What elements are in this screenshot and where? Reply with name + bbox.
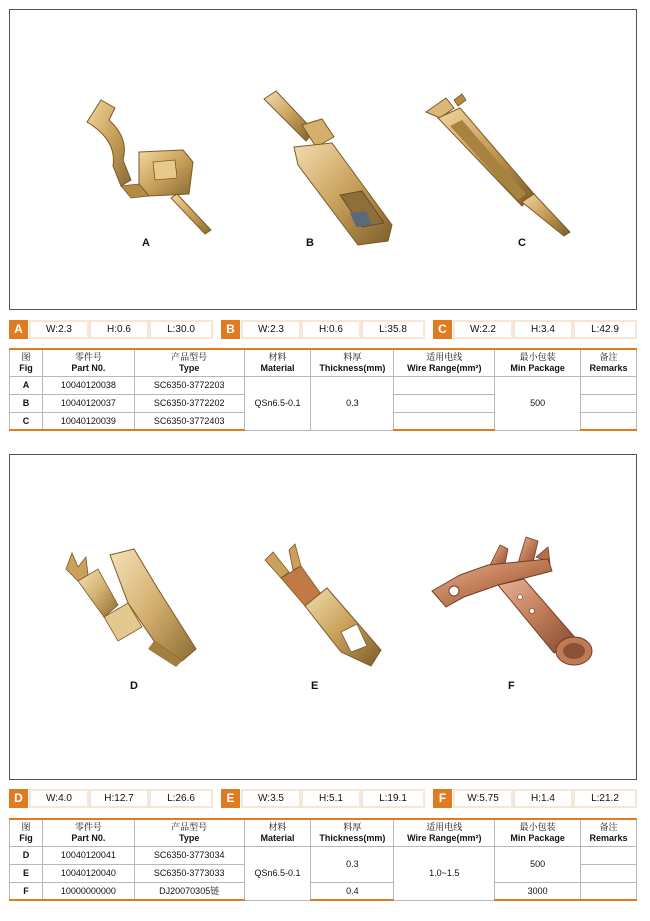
terminal-image-a bbox=[65, 90, 225, 250]
cell-fig: C bbox=[10, 412, 43, 430]
dimension-badge: F bbox=[433, 789, 452, 808]
cell-wire bbox=[394, 394, 495, 412]
spec-table-bottom bbox=[9, 818, 637, 901]
terminal-image-e bbox=[255, 540, 395, 675]
header-remarks: 备注 Remarks bbox=[581, 349, 637, 376]
header-wire-range: 适用电线 Wire Range(mm²) bbox=[394, 819, 495, 846]
cell-package: 500 bbox=[495, 846, 581, 882]
header-fig: 图 Fig bbox=[10, 819, 43, 846]
cell-thickness: 0.3 bbox=[311, 846, 394, 882]
cell-thickness: 0.4 bbox=[311, 882, 394, 900]
cell-type: SC6350-3772203 bbox=[134, 376, 244, 394]
dimension-badge: E bbox=[221, 789, 240, 808]
figure-label-e: E bbox=[311, 680, 319, 692]
cell-part: 10040120039 bbox=[42, 412, 134, 430]
figure-label-b: B bbox=[306, 237, 314, 249]
figure-label-d: D bbox=[130, 680, 138, 692]
dimension-row-bottom bbox=[9, 789, 637, 808]
cell-part: 10040120038 bbox=[42, 376, 134, 394]
terminal-image-d bbox=[58, 545, 208, 675]
dimension-box-a bbox=[9, 320, 213, 339]
height-value: H:0.6 bbox=[91, 322, 147, 337]
length-value: L:21.2 bbox=[575, 791, 635, 806]
cell-fig: B bbox=[10, 394, 43, 412]
header-fig: 图 Fig bbox=[10, 349, 43, 376]
length-value: L:42.9 bbox=[575, 322, 635, 337]
table-row bbox=[10, 882, 637, 900]
dimension-box-f bbox=[433, 789, 637, 808]
table-row bbox=[10, 376, 637, 394]
dimension-values bbox=[29, 789, 213, 808]
dimension-box-c bbox=[433, 320, 637, 339]
header-type: 产品型号 Type bbox=[134, 349, 244, 376]
cell-type: SC6350-3773034 bbox=[134, 846, 244, 864]
cell-fig: E bbox=[10, 864, 43, 882]
figure-label-c: C bbox=[518, 237, 526, 249]
header-thickness: 料厚 Thickness(mm) bbox=[311, 349, 394, 376]
dimension-values bbox=[241, 320, 425, 339]
cell-thickness: 0.3 bbox=[311, 376, 394, 430]
cell-fig: D bbox=[10, 846, 43, 864]
height-value: H:3.4 bbox=[515, 322, 571, 337]
cell-fig: A bbox=[10, 376, 43, 394]
photo-panel-bottom bbox=[9, 454, 637, 780]
cell-fig: F bbox=[10, 882, 43, 900]
cell-remarks bbox=[581, 376, 637, 394]
figure-label-f: F bbox=[508, 680, 515, 692]
cell-package: 3000 bbox=[495, 882, 581, 900]
cell-part: 10040120040 bbox=[42, 864, 134, 882]
width-value: W:4.0 bbox=[31, 791, 87, 806]
header-remarks: 备注 Remarks bbox=[581, 819, 637, 846]
header-part: 零件号 Part N0. bbox=[42, 349, 134, 376]
header-min-package: 最小包装 Min Package bbox=[495, 819, 581, 846]
dimension-values bbox=[29, 320, 213, 339]
cell-wire: 1.0~1.5 bbox=[394, 846, 495, 900]
dimension-box-b bbox=[221, 320, 425, 339]
cell-part: 10000000000 bbox=[42, 882, 134, 900]
header-wire-range: 适用电线 Wire Range(mm²) bbox=[394, 349, 495, 376]
cell-remarks bbox=[581, 412, 637, 430]
length-value: L:26.6 bbox=[151, 791, 211, 806]
cell-remarks bbox=[581, 394, 637, 412]
length-value: L:35.8 bbox=[363, 322, 423, 337]
width-value: W:2.2 bbox=[455, 322, 511, 337]
terminal-image-f bbox=[428, 535, 603, 675]
header-type: 产品型号 Type bbox=[134, 819, 244, 846]
spec-table-top bbox=[9, 348, 637, 431]
cell-part: 10040120037 bbox=[42, 394, 134, 412]
width-value: W:2.3 bbox=[243, 322, 299, 337]
table-header-row bbox=[10, 349, 637, 376]
dimension-badge: C bbox=[433, 320, 452, 339]
height-value: H:5.1 bbox=[303, 791, 359, 806]
cell-material: QSn6.5-0.1 bbox=[244, 376, 311, 430]
cell-part: 10040120041 bbox=[42, 846, 134, 864]
width-value: W:2.3 bbox=[31, 322, 87, 337]
dimension-badge: B bbox=[221, 320, 240, 339]
height-value: H:1.4 bbox=[515, 791, 571, 806]
table-row bbox=[10, 846, 637, 864]
dimension-values bbox=[453, 789, 637, 808]
cell-type: SC6350-3773033 bbox=[134, 864, 244, 882]
dimension-box-d bbox=[9, 789, 213, 808]
dimension-row-top bbox=[9, 320, 637, 339]
figure-label-a: A bbox=[142, 237, 150, 249]
length-value: L:30.0 bbox=[151, 322, 211, 337]
header-min-package: 最小包装 Min Package bbox=[495, 349, 581, 376]
cell-remarks bbox=[581, 864, 637, 882]
cell-type: DJ20070305链 bbox=[134, 882, 244, 900]
cell-wire bbox=[394, 412, 495, 430]
cell-type: SC6350-3772403 bbox=[134, 412, 244, 430]
cell-type: SC6350-3772202 bbox=[134, 394, 244, 412]
header-material: 材料 Material bbox=[244, 349, 311, 376]
width-value: W:5.75 bbox=[455, 791, 511, 806]
dimension-badge: D bbox=[9, 789, 28, 808]
cell-remarks bbox=[581, 882, 637, 900]
length-value: L:19.1 bbox=[363, 791, 423, 806]
header-material: 材料 Material bbox=[244, 819, 311, 846]
height-value: H:0.6 bbox=[303, 322, 359, 337]
terminal-image-c bbox=[410, 90, 580, 240]
cell-material: QSn6.5-0.1 bbox=[244, 846, 311, 900]
cell-package: 500 bbox=[495, 376, 581, 430]
dimension-box-e bbox=[221, 789, 425, 808]
header-thickness: 料厚 Thickness(mm) bbox=[311, 819, 394, 846]
dimension-values bbox=[241, 789, 425, 808]
terminal-image-b bbox=[250, 85, 410, 255]
photo-panel-top bbox=[9, 9, 637, 310]
width-value: W:3.5 bbox=[243, 791, 299, 806]
dimension-badge: A bbox=[9, 320, 28, 339]
dimension-values bbox=[453, 320, 637, 339]
height-value: H:12.7 bbox=[91, 791, 147, 806]
table-header-row bbox=[10, 819, 637, 846]
cell-wire bbox=[394, 376, 495, 394]
header-part: 零件号 Part N0. bbox=[42, 819, 134, 846]
cell-remarks bbox=[581, 846, 637, 864]
